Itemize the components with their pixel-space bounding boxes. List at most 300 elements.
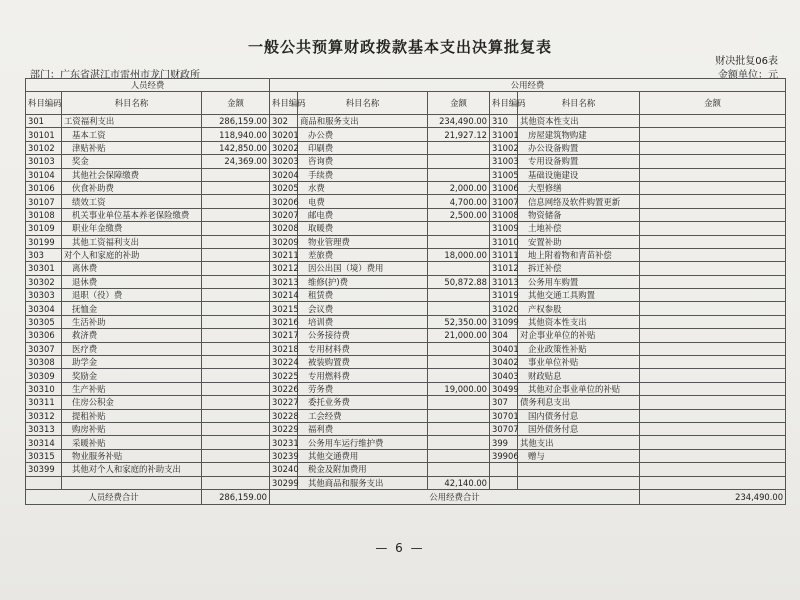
name-cell: 助学金 [62, 356, 202, 369]
table-row [26, 382, 786, 395]
name-cell: 维修(护)费 [298, 275, 428, 288]
code-cell: 30212 [270, 262, 298, 275]
table-row [26, 128, 786, 141]
amount-cell [640, 128, 786, 141]
code-cell: 30109 [26, 222, 62, 235]
group-public-header: 公用经费 [270, 79, 786, 92]
code-cell: 30240 [270, 463, 298, 476]
department-label: 部门：广东省湛江市雷州市龙门财政所 [30, 70, 200, 81]
amount-cell [640, 248, 786, 261]
name-cell: 水费 [298, 181, 428, 194]
amount-cell [202, 275, 270, 288]
amount-cell [640, 449, 786, 462]
table-row [26, 449, 786, 462]
code-cell: 310 [490, 115, 518, 128]
code-cell: 30206 [270, 195, 298, 208]
code-cell: 30214 [270, 289, 298, 302]
name-cell: 印刷费 [298, 141, 428, 154]
name-cell [62, 476, 202, 489]
code-cell: 31011 [490, 248, 518, 261]
table-row [26, 262, 786, 275]
amount-cell: 118,940.00 [202, 128, 270, 141]
table-row [26, 155, 786, 168]
col-amount-header: 金额 [428, 92, 490, 115]
code-cell: 30203 [270, 155, 298, 168]
name-cell: 公务接待费 [298, 329, 428, 342]
code-cell: 30315 [26, 449, 62, 462]
code-cell: 30216 [270, 315, 298, 328]
code-cell: 30299 [270, 476, 298, 489]
name-cell: 采暖补贴 [62, 436, 202, 449]
name-cell: 其他对企事业单位的补贴 [518, 382, 640, 395]
amount-cell [640, 422, 786, 435]
amount-cell [640, 222, 786, 235]
table-row [26, 222, 786, 235]
col-code-header: 科目编码 [490, 92, 518, 115]
amount-cell [428, 409, 490, 422]
amount-cell [428, 449, 490, 462]
name-cell: 税金及附加费用 [298, 463, 428, 476]
amount-cell: 21,000.00 [428, 329, 490, 342]
amount-cell [202, 222, 270, 235]
amount-cell [428, 168, 490, 181]
code-cell: 30303 [26, 289, 62, 302]
amount-cell [202, 168, 270, 181]
code-cell: 30307 [26, 342, 62, 355]
name-cell: 救济费 [62, 329, 202, 342]
code-cell: 31008 [490, 208, 518, 221]
code-cell: 31003 [490, 155, 518, 168]
name-cell: 机关事业单位基本养老保险缴费 [62, 208, 202, 221]
name-cell: 其他工资福利支出 [62, 235, 202, 248]
name-cell: 办公设备购置 [518, 141, 640, 154]
code-cell: 30229 [270, 422, 298, 435]
amount-cell [640, 262, 786, 275]
amount-cell [202, 369, 270, 382]
name-cell: 对企事业单位的补贴 [518, 329, 640, 342]
name-cell: 其他交通工具购置 [518, 289, 640, 302]
code-cell: 30401 [490, 342, 518, 355]
table-row [26, 315, 786, 328]
code-cell: 30301 [26, 262, 62, 275]
name-cell: 住房公积金 [62, 396, 202, 409]
code-cell: 30302 [26, 275, 62, 288]
name-cell: 信息网络及软件购置更新 [518, 195, 640, 208]
code-cell: 30201 [270, 128, 298, 141]
code-cell: 31007 [490, 195, 518, 208]
code-cell: 30399 [26, 463, 62, 476]
amount-cell [640, 289, 786, 302]
table-row [26, 476, 786, 489]
page-title: 一般公共预算财政拨款基本支出决算批复表 [247, 38, 552, 56]
code-cell: 30402 [490, 356, 518, 369]
amount-cell [640, 369, 786, 382]
amount-cell [428, 235, 490, 248]
name-cell: 购房补贴 [62, 422, 202, 435]
col-name-header: 科目名称 [298, 92, 428, 115]
code-cell: 307 [490, 396, 518, 409]
table-row [26, 329, 786, 342]
code-cell: 30227 [270, 396, 298, 409]
name-cell: 生活补助 [62, 315, 202, 328]
code-cell: 31001 [490, 128, 518, 141]
amount-cell [640, 409, 786, 422]
amount-cell: 42,140.00 [428, 476, 490, 489]
name-cell: 被装购置费 [298, 356, 428, 369]
amount-cell [640, 382, 786, 395]
code-cell: 30228 [270, 409, 298, 422]
amount-cell [428, 289, 490, 302]
table-row [26, 115, 786, 128]
name-cell: 其他社会保障缴费 [62, 168, 202, 181]
name-cell: 租赁费 [298, 289, 428, 302]
name-cell: 其他资本性支出 [518, 315, 640, 328]
amount-cell [640, 356, 786, 369]
amount-cell [202, 409, 270, 422]
name-cell: 职业年金缴费 [62, 222, 202, 235]
name-cell: 拆迁补偿 [518, 262, 640, 275]
table-row [26, 422, 786, 435]
amount-cell: 2,500.00 [428, 208, 490, 221]
amount-cell [428, 342, 490, 355]
code-cell: 31013 [490, 275, 518, 288]
amount-cell [202, 235, 270, 248]
total-personnel-amount: 286,159.00 [202, 489, 270, 504]
table-row [26, 436, 786, 449]
code-cell: 30499 [490, 382, 518, 395]
code-cell [490, 476, 518, 489]
table-row [26, 356, 786, 369]
code-cell: 30102 [26, 141, 62, 154]
amount-cell [202, 315, 270, 328]
code-cell: 301 [26, 115, 62, 128]
name-cell: 国外债务付息 [518, 422, 640, 435]
table-row [26, 248, 786, 261]
code-cell: 30225 [270, 369, 298, 382]
name-cell: 退休费 [62, 275, 202, 288]
amount-cell: 18,000.00 [428, 248, 490, 261]
amount-cell [202, 342, 270, 355]
name-cell: 奖励金 [62, 369, 202, 382]
amount-cell [428, 262, 490, 275]
amount-cell [202, 449, 270, 462]
col-code-header: 科目编码 [26, 92, 62, 115]
col-name-header: 科目名称 [62, 92, 202, 115]
code-cell: 30204 [270, 168, 298, 181]
name-cell: 大型修缮 [518, 181, 640, 194]
amount-cell [640, 396, 786, 409]
amount-cell [202, 302, 270, 315]
name-cell: 会议费 [298, 302, 428, 315]
name-cell [518, 476, 640, 489]
amount-cell [428, 369, 490, 382]
code-cell: 30311 [26, 396, 62, 409]
table-row [26, 409, 786, 422]
amount-cell [202, 422, 270, 435]
name-cell: 办公费 [298, 128, 428, 141]
code-cell: 30103 [26, 155, 62, 168]
name-cell: 劳务费 [298, 382, 428, 395]
code-cell: 30224 [270, 356, 298, 369]
name-cell: 房屋建筑物购建 [518, 128, 640, 141]
name-cell: 手续费 [298, 168, 428, 181]
name-cell: 安置补助 [518, 235, 640, 248]
code-cell: 30199 [26, 235, 62, 248]
code-cell: 304 [490, 329, 518, 342]
table-row [26, 369, 786, 382]
code-cell: 30226 [270, 382, 298, 395]
name-cell: 离休费 [62, 262, 202, 275]
name-cell: 其他对个人和家庭的补助支出 [62, 463, 202, 476]
code-cell: 30208 [270, 222, 298, 235]
name-cell: 咨询费 [298, 155, 428, 168]
code-cell: 30209 [270, 235, 298, 248]
name-cell: 国内债务付息 [518, 409, 640, 422]
name-cell: 基本工资 [62, 128, 202, 141]
code-cell: 31009 [490, 222, 518, 235]
name-cell: 退职（役）费 [62, 289, 202, 302]
amount-cell [640, 168, 786, 181]
total-public-label: 公用经费合计 [270, 489, 640, 504]
amount-cell: 52,350.00 [428, 315, 490, 328]
table-row [26, 289, 786, 302]
name-cell: 土地补偿 [518, 222, 640, 235]
code-cell: 30310 [26, 382, 62, 395]
code-cell [490, 463, 518, 476]
code-cell: 31012 [490, 262, 518, 275]
code-cell: 302 [270, 115, 298, 128]
name-cell: 福利费 [298, 422, 428, 435]
name-cell: 工资福利支出 [62, 115, 202, 128]
code-cell: 30313 [26, 422, 62, 435]
table-row [26, 168, 786, 181]
name-cell: 专用材料费 [298, 342, 428, 355]
name-cell: 培训费 [298, 315, 428, 328]
table-row [26, 463, 786, 476]
amount-cell [202, 476, 270, 489]
total-row [26, 489, 786, 504]
amount-cell: 50,872.88 [428, 275, 490, 288]
amount-cell [202, 181, 270, 194]
amount-cell [640, 436, 786, 449]
name-cell: 财政贴息 [518, 369, 640, 382]
expenditure-table [25, 78, 786, 505]
name-cell: 专用设备购置 [518, 155, 640, 168]
name-cell: 其他交通费用 [298, 449, 428, 462]
amount-cell [640, 195, 786, 208]
code-cell: 30106 [26, 181, 62, 194]
code-cell: 30213 [270, 275, 298, 288]
table-row [26, 195, 786, 208]
name-cell: 产权参股 [518, 302, 640, 315]
amount-cell [640, 181, 786, 194]
amount-cell [428, 436, 490, 449]
name-cell: 委托业务费 [298, 396, 428, 409]
name-cell: 基础设施建设 [518, 168, 640, 181]
code-cell: 31002 [490, 141, 518, 154]
code-cell [26, 476, 62, 489]
table-row [26, 342, 786, 355]
name-cell: 公务用车购置 [518, 275, 640, 288]
code-cell: 30202 [270, 141, 298, 154]
name-cell: 差旅费 [298, 248, 428, 261]
amount-cell [428, 356, 490, 369]
name-cell: 物资储备 [518, 208, 640, 221]
amount-cell [428, 422, 490, 435]
code-cell: 31010 [490, 235, 518, 248]
amount-cell [202, 436, 270, 449]
code-cell: 30205 [270, 181, 298, 194]
table-row [26, 235, 786, 248]
code-cell: 30104 [26, 168, 62, 181]
name-cell: 因公出国（境）费用 [298, 262, 428, 275]
amount-cell [640, 208, 786, 221]
amount-cell [640, 275, 786, 288]
amount-cell: 142,850.00 [202, 141, 270, 154]
code-cell: 30211 [270, 248, 298, 261]
code-cell: 30306 [26, 329, 62, 342]
amount-cell: 19,000.00 [428, 382, 490, 395]
amount-cell [428, 222, 490, 235]
name-cell: 公务用车运行维护费 [298, 436, 428, 449]
name-cell: 奖金 [62, 155, 202, 168]
amount-cell [428, 396, 490, 409]
code-cell: 30308 [26, 356, 62, 369]
name-cell: 物业管理费 [298, 235, 428, 248]
page-number: — 6 — [375, 541, 425, 555]
name-cell: 事业单位补贴 [518, 356, 640, 369]
amount-cell [640, 235, 786, 248]
code-cell: 30108 [26, 208, 62, 221]
name-cell: 物业服务补贴 [62, 449, 202, 462]
name-cell: 债务利息支出 [518, 396, 640, 409]
amount-cell [202, 208, 270, 221]
name-cell: 邮电费 [298, 208, 428, 221]
amount-cell [640, 329, 786, 342]
amount-cell: 24,369.00 [202, 155, 270, 168]
amount-cell [640, 463, 786, 476]
total-public-amount: 234,490.00 [640, 489, 786, 504]
name-cell: 津贴补贴 [62, 141, 202, 154]
name-cell: 伙食补助费 [62, 181, 202, 194]
amount-cell [640, 315, 786, 328]
name-cell: 赠与 [518, 449, 640, 462]
name-cell: 抚恤金 [62, 302, 202, 315]
code-cell: 30215 [270, 302, 298, 315]
amount-cell: 2,000.00 [428, 181, 490, 194]
amount-cell [202, 382, 270, 395]
amount-cell [202, 248, 270, 261]
name-cell [518, 463, 640, 476]
amount-cell [428, 141, 490, 154]
column-header-row [26, 92, 786, 115]
amount-cell [640, 302, 786, 315]
table-row [26, 181, 786, 194]
code-cell: 31019 [490, 289, 518, 302]
code-cell: 303 [26, 248, 62, 261]
code-cell: 399 [490, 436, 518, 449]
code-cell: 31099 [490, 315, 518, 328]
name-cell: 绩效工资 [62, 195, 202, 208]
code-cell: 30231 [270, 436, 298, 449]
amount-cell [428, 463, 490, 476]
col-amount-header: 金额 [202, 92, 270, 115]
amount-cell [202, 396, 270, 409]
table-row [26, 208, 786, 221]
code-cell: 30304 [26, 302, 62, 315]
name-cell: 企业政策性补贴 [518, 342, 640, 355]
amount-unit: 金额单位：元 [718, 70, 778, 81]
amount-cell [202, 356, 270, 369]
amount-cell: 234,490.00 [428, 115, 490, 128]
code-cell: 30707 [490, 422, 518, 435]
code-cell: 39906 [490, 449, 518, 462]
amount-cell [428, 302, 490, 315]
amount-cell [202, 289, 270, 302]
table-row [26, 275, 786, 288]
amount-cell [640, 342, 786, 355]
amount-cell [202, 463, 270, 476]
name-cell: 取暖费 [298, 222, 428, 235]
table-row [26, 302, 786, 315]
name-cell: 工会经费 [298, 409, 428, 422]
amount-cell [202, 195, 270, 208]
amount-cell: 4,700.00 [428, 195, 490, 208]
amount-cell: 286,159.00 [202, 115, 270, 128]
name-cell: 对个人和家庭的补助 [62, 248, 202, 261]
group-header-row [26, 79, 786, 92]
code-cell: 30403 [490, 369, 518, 382]
code-cell: 31006 [490, 181, 518, 194]
code-cell: 30309 [26, 369, 62, 382]
amount-cell [640, 155, 786, 168]
total-personnel-label: 人员经费合计 [26, 489, 202, 504]
code-cell: 30701 [490, 409, 518, 422]
group-personnel-header: 人员经费 [26, 79, 270, 92]
name-cell: 生产补贴 [62, 382, 202, 395]
col-amount-header: 金额 [640, 92, 786, 115]
code-cell: 30314 [26, 436, 62, 449]
amount-cell [640, 115, 786, 128]
amount-cell [202, 329, 270, 342]
name-cell: 电费 [298, 195, 428, 208]
amount-cell [428, 155, 490, 168]
col-name-header: 科目名称 [518, 92, 640, 115]
amount-cell: 21,927.12 [428, 128, 490, 141]
name-cell: 医疗费 [62, 342, 202, 355]
name-cell: 地上附着物和青苗补偿 [518, 248, 640, 261]
code-cell: 30101 [26, 128, 62, 141]
amount-cell [202, 262, 270, 275]
code-cell: 30217 [270, 329, 298, 342]
amount-cell [640, 141, 786, 154]
amount-cell [640, 476, 786, 489]
name-cell: 其他商品和服务支出 [298, 476, 428, 489]
col-code-header: 科目编码 [270, 92, 298, 115]
name-cell: 商品和服务支出 [298, 115, 428, 128]
code-cell: 30312 [26, 409, 62, 422]
code-cell: 30107 [26, 195, 62, 208]
code-cell: 30305 [26, 315, 62, 328]
table-row [26, 396, 786, 409]
table-row [26, 141, 786, 154]
name-cell: 其他资本性支出 [518, 115, 640, 128]
code-cell: 31005 [490, 168, 518, 181]
name-cell: 提租补贴 [62, 409, 202, 422]
code-cell: 30207 [270, 208, 298, 221]
code-cell: 30239 [270, 449, 298, 462]
name-cell: 专用燃料费 [298, 369, 428, 382]
